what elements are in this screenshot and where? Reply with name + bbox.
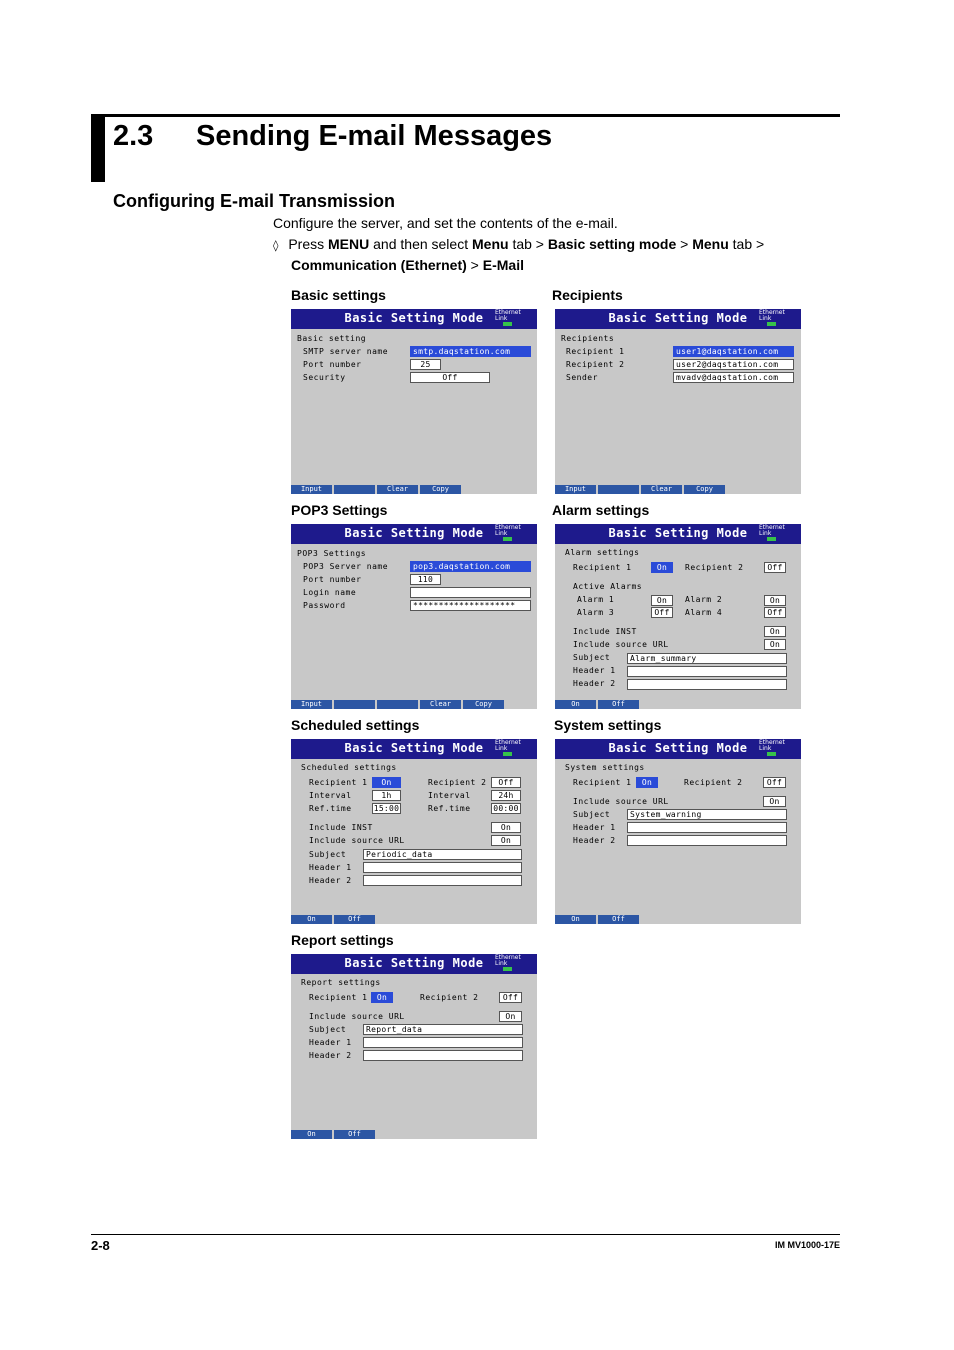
login-label: Login name [303, 588, 357, 597]
screen-heading: System settings [565, 763, 645, 772]
subject-label: Subject [573, 810, 611, 819]
subject-field[interactable]: Alarm_summary [627, 653, 787, 664]
instruction-text: tab > [728, 236, 765, 252]
recipient1-label: Recipient 1 [309, 778, 368, 787]
badge-text: Ethernet [759, 309, 785, 316]
subject-label: Subject [309, 850, 347, 859]
subject-field[interactable]: System_warning [627, 809, 787, 820]
function-keys [555, 700, 641, 709]
screen-header [291, 954, 537, 974]
fkey-blank[interactable] [598, 485, 641, 494]
reftime1-field[interactable]: 15:00 [373, 804, 400, 813]
include-inst-label: Include INST [573, 627, 637, 636]
section-marker-bar [91, 114, 105, 182]
screen-title: Basic Setting Mode [344, 956, 484, 970]
link-indicator-icon [767, 752, 776, 756]
screen-scheduled-settings [291, 739, 537, 924]
sender-label: Sender [566, 373, 598, 382]
screen-title: Basic Setting Mode [608, 311, 748, 325]
caption-basic: Basic settings [291, 287, 386, 303]
badge-text: Ethernet [495, 309, 521, 316]
fkey-input[interactable]: Input [291, 700, 334, 709]
header1-label: Header 1 [573, 666, 616, 675]
badge-text: Ethernet [759, 524, 785, 531]
include-url-field[interactable]: On [764, 639, 786, 650]
ethernet-link-badge [495, 310, 533, 328]
recipient2-label: Recipient 2 [420, 993, 479, 1002]
section-number: 2.3 [113, 120, 154, 152]
caption-scheduled: Scheduled settings [291, 717, 420, 733]
fkey-copy[interactable]: Copy [684, 485, 727, 494]
fkey-blank[interactable] [334, 485, 377, 494]
security-label: Security [303, 373, 346, 382]
fkey-input[interactable]: Input [555, 485, 598, 494]
active-alarms-label: Active Alarms [573, 582, 643, 591]
fkey-off[interactable]: Off [598, 915, 641, 924]
reftime2-label: Ref.time [428, 804, 471, 813]
screen-header [555, 524, 801, 544]
header2-field[interactable] [627, 835, 787, 846]
instruction-menu: MENU [328, 236, 370, 252]
alarm1-label: Alarm 1 [577, 595, 615, 604]
function-keys [555, 485, 727, 494]
screen-heading: Basic setting [297, 334, 367, 343]
fkey-clear[interactable]: Clear [641, 485, 684, 494]
caption-report: Report settings [291, 932, 394, 948]
fkey-off[interactable]: Off [334, 1130, 377, 1139]
recipient2-label: Recipient 2 [684, 778, 743, 787]
include-inst-label: Include INST [309, 823, 373, 832]
ethernet-link-badge [495, 955, 533, 973]
screen-title: Basic Setting Mode [344, 526, 484, 540]
instruction-menu: Menu [472, 236, 509, 252]
subject-field[interactable]: Report_data [363, 1024, 523, 1035]
header2-field[interactable] [627, 679, 787, 690]
recipient2-field[interactable]: Off [763, 777, 786, 788]
header2-field[interactable] [363, 1050, 523, 1061]
footer-rule [91, 1234, 840, 1235]
screen-header [291, 524, 537, 544]
alarm4-field[interactable]: Off [764, 607, 786, 618]
port-label: Port number [303, 360, 362, 369]
instruction-text: and then select [369, 236, 472, 252]
recipient1-label: Recipient 1 [309, 993, 368, 1002]
include-url-label: Include source URL [309, 836, 405, 845]
recipient2-field[interactable]: Off [764, 562, 786, 573]
badge-text: Ethernet [759, 739, 785, 746]
subsection-title: Configuring E-mail Transmission [113, 191, 396, 211]
instruction-text: Press [288, 236, 329, 252]
badge-text: Link [495, 315, 508, 322]
alarm4-label: Alarm 4 [685, 608, 723, 617]
instruction-menu: Basic setting mode [547, 236, 677, 252]
page-number: 2-8 [91, 1238, 110, 1253]
screen-title: Basic Setting Mode [344, 741, 484, 755]
header2-label: Header 2 [309, 1051, 352, 1060]
document-id: IM MV1000-17E [774, 1240, 840, 1250]
subject-label: Subject [573, 653, 611, 662]
screen-recipients [555, 309, 801, 494]
recipient2-field[interactable]: user2@daqstation.com [673, 359, 794, 370]
recipient1-field[interactable]: On [372, 777, 401, 788]
badge-text: Link [495, 530, 508, 537]
screen-header [555, 309, 801, 329]
caption-system: System settings [554, 717, 662, 733]
recipient1-label: Recipient 1 [573, 563, 632, 572]
screen-pop3-settings [291, 524, 537, 709]
intro-text: Configure the server, and set the contents of the e-mail. [273, 215, 618, 231]
include-inst-field[interactable]: On [491, 822, 521, 833]
reftime1-label: Ref.time [309, 804, 352, 813]
instruction-line-1 [273, 236, 764, 252]
port-label: Port number [303, 575, 362, 584]
ethernet-link-badge [759, 525, 797, 543]
ethernet-link-badge [495, 525, 533, 543]
alarm3-field[interactable]: Off [651, 607, 673, 618]
port-field[interactable]: 25 [410, 359, 441, 370]
header1-label: Header 1 [573, 823, 616, 832]
include-url-field[interactable]: On [491, 835, 521, 846]
recipient1-field[interactable]: user1@daqstation.com [673, 346, 794, 357]
fkey-on[interactable]: On [291, 1130, 334, 1139]
screen-header [291, 739, 537, 759]
function-keys [555, 915, 641, 924]
header1-field[interactable] [363, 862, 522, 873]
password-field[interactable]: ******************** [410, 600, 531, 611]
screen-report-settings [291, 954, 537, 1139]
instruction-text: tab > [508, 236, 548, 252]
header2-label: Header 2 [309, 876, 352, 885]
screen-title: Basic Setting Mode [608, 526, 748, 540]
recipient1-field[interactable]: On [371, 992, 393, 1003]
recipient2-label: Recipient 2 [685, 563, 744, 572]
port-field[interactable]: 110 [410, 574, 441, 585]
screen-title: Basic Setting Mode [344, 311, 484, 325]
include-url-field[interactable]: On [499, 1011, 522, 1022]
alarm2-field[interactable]: On [764, 595, 786, 606]
screen-heading: Scheduled settings [301, 763, 397, 772]
caption-recipients: Recipients [552, 287, 623, 303]
recipient1-field[interactable]: On [636, 777, 658, 788]
interval1-field[interactable]: 1h [372, 790, 401, 801]
header1-field[interactable] [627, 822, 787, 833]
instruction-text: > [676, 236, 693, 252]
link-indicator-icon [767, 537, 776, 541]
recipient2-label: Recipient 2 [428, 778, 487, 787]
function-keys [291, 485, 463, 494]
security-field[interactable]: Off [410, 372, 490, 383]
badge-text: Link [495, 960, 508, 967]
include-url-label: Include source URL [573, 640, 669, 649]
fkey-copy[interactable]: Copy [420, 485, 463, 494]
subject-label: Subject [309, 1025, 347, 1034]
caption-pop3: POP3 Settings [291, 502, 388, 518]
login-field[interactable] [410, 587, 531, 598]
instruction-text: > [466, 257, 483, 273]
fkey-on[interactable]: On [555, 700, 598, 709]
header1-label: Header 1 [309, 1038, 352, 1047]
recipient1-label: Recipient 1 [566, 347, 625, 356]
badge-text: Ethernet [495, 524, 521, 531]
recipient2-label: Recipient 2 [566, 360, 625, 369]
header2-field[interactable] [363, 875, 522, 886]
header1-field[interactable] [363, 1037, 523, 1048]
badge-text: Link [759, 315, 772, 322]
screen-title: Basic Setting Mode [608, 741, 748, 755]
link-indicator-icon [503, 752, 512, 756]
badge-text: Link [495, 745, 508, 752]
instruction-line-2 [291, 257, 524, 273]
recipient1-label: Recipient 1 [573, 778, 632, 787]
include-inst-field[interactable]: On [764, 626, 786, 637]
subject-field[interactable]: Periodic_data [363, 849, 522, 860]
interval2-label: Interval [428, 791, 471, 800]
include-url-field[interactable]: On [763, 796, 786, 807]
screen-system-settings [555, 739, 801, 924]
link-indicator-icon [503, 537, 512, 541]
function-keys [291, 1130, 377, 1139]
badge-text: Link [759, 530, 772, 537]
screen-header [555, 739, 801, 759]
diamond-bullet-icon: ◊ [273, 239, 279, 252]
caption-alarm: Alarm settings [552, 502, 650, 518]
smtp-label: SMTP server name [303, 347, 389, 356]
sender-field[interactable]: mvadv@daqstation.com [673, 372, 794, 383]
alarm1-field[interactable]: On [651, 595, 673, 606]
badge-text: Ethernet [495, 739, 521, 746]
recipient1-field[interactable]: On [651, 562, 673, 573]
badge-text: Ethernet [495, 954, 521, 961]
ethernet-link-badge [495, 740, 533, 758]
screen-heading: Recipients [561, 334, 615, 343]
page-title: Sending E-mail Messages [196, 120, 553, 152]
reftime2-field[interactable]: 00:00 [491, 803, 521, 814]
link-indicator-icon [503, 322, 512, 326]
fkey-copy[interactable]: Copy [463, 700, 506, 709]
header2-label: Header 2 [573, 679, 616, 688]
header1-field[interactable] [627, 666, 787, 677]
badge-text: Link [759, 745, 772, 752]
fkey-on[interactable]: On [555, 915, 598, 924]
interval1-label: Interval [309, 791, 352, 800]
screen-heading: POP3 Settings [297, 549, 367, 558]
header2-label: Header 2 [573, 836, 616, 845]
smtp-server-field[interactable]: smtp.daqstation.com [410, 346, 531, 357]
alarm3-label: Alarm 3 [577, 608, 615, 617]
screen-heading: Alarm settings [565, 548, 640, 557]
fkey-blank[interactable] [334, 700, 377, 709]
function-keys [291, 700, 506, 709]
fkey-off[interactable]: Off [334, 915, 377, 924]
function-keys [291, 915, 377, 924]
link-indicator-icon [503, 967, 512, 971]
instruction-menu: Menu [692, 236, 729, 252]
fkey-clear[interactable]: Clear [420, 700, 463, 709]
alarm2-label: Alarm 2 [685, 595, 723, 604]
fkey-on[interactable]: On [291, 915, 334, 924]
fkey-input[interactable]: Input [291, 485, 334, 494]
password-label: Password [303, 601, 346, 610]
screen-alarm-settings [555, 524, 801, 709]
interval2-field[interactable]: 24h [491, 790, 521, 801]
instruction-menu: E-Mail [482, 257, 524, 273]
header1-label: Header 1 [309, 863, 352, 872]
screen-header [291, 309, 537, 329]
ethernet-link-badge [759, 310, 797, 328]
header-rule [91, 114, 840, 117]
link-indicator-icon [767, 322, 776, 326]
fkey-clear[interactable]: Clear [377, 485, 420, 494]
include-url-label: Include source URL [573, 797, 669, 806]
fkey-blank[interactable] [377, 700, 420, 709]
include-url-label: Include source URL [309, 1012, 405, 1021]
recipient2-field[interactable]: Off [499, 992, 522, 1003]
ethernet-link-badge [759, 740, 797, 758]
recipient2-field[interactable]: Off [491, 777, 521, 788]
instruction-menu: Communication (Ethernet) [291, 257, 467, 273]
screen-heading: Report settings [301, 978, 381, 987]
screen-basic-settings [291, 309, 537, 494]
pop3-server-label: POP3 Server name [303, 562, 389, 571]
fkey-off[interactable]: Off [598, 700, 641, 709]
pop3-server-field[interactable]: pop3.daqstation.com [410, 561, 531, 572]
